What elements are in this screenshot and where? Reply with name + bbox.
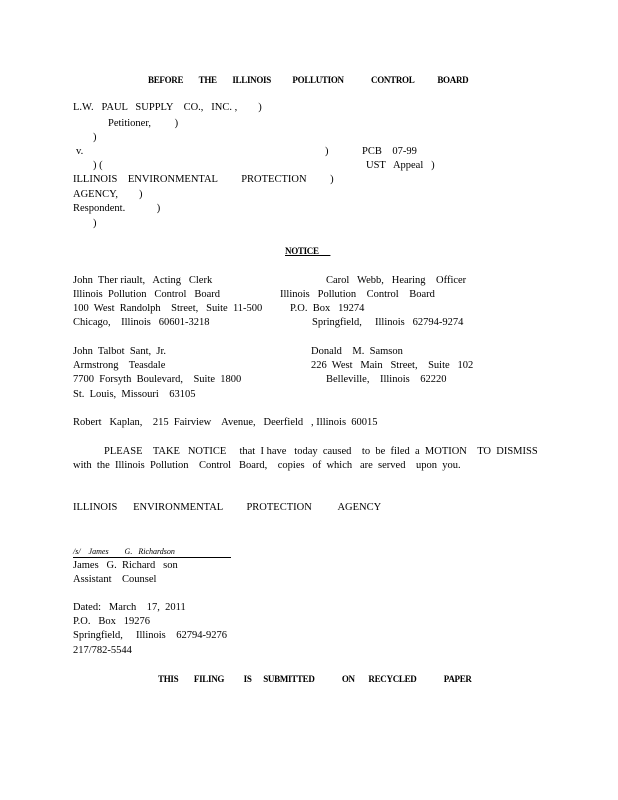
- signer-title: Assistant Counsel: [73, 574, 157, 585]
- respondent-agency: AGENCY, ): [73, 189, 143, 200]
- footer-notice: THIS FILING IS SUBMITTED ON RECYCLED PAPER: [158, 674, 472, 684]
- phone-number: 217/782-5544: [73, 645, 132, 656]
- recipient-2-name: Carol Webb, Hearing Officer: [326, 275, 467, 286]
- recipient-3-firm: Armstrong Teasdale: [73, 360, 166, 371]
- recipient-3-address: 7700 Forsyth Boulevard, Suite 1800: [73, 374, 242, 385]
- recipient-4-name: Donald M. Samson: [311, 346, 403, 357]
- signer-name: James G. Richard son: [73, 560, 178, 571]
- recipient-2-city: Springfield, Illinois 62794-9274: [312, 317, 464, 328]
- recipient-1-org: Illinois Pollution Control Board: [73, 289, 221, 300]
- notice-body-line-2: with the Illinois Pollution Control Board, copies of which are served upon you.: [73, 460, 461, 471]
- city-line: Springfield, Illinois 62794-9276: [73, 630, 227, 641]
- recipient-5-line: Robert Kaplan, 215 Fairview Avenue, Deerfield , Illinois 60015: [73, 417, 378, 428]
- recipient-1-city: Chicago, Illinois 60601-3218: [73, 317, 210, 328]
- recipient-4-address: 226 West Main Street, Suite 102: [311, 360, 474, 371]
- document-heading: BEFORE THE ILLINOIS POLLUTION CONTROL BOARD: [148, 75, 469, 85]
- petitioner-role: Petitioner, ): [108, 118, 179, 129]
- notice-title: NOTICE: [285, 246, 331, 256]
- recipient-2-org: Illinois Pollution Control Board: [280, 289, 435, 300]
- signature-line: [73, 557, 231, 558]
- caption-paren: ) (: [93, 160, 103, 171]
- caption-paren: ): [325, 146, 329, 157]
- recipient-1-address: 100 West Randolph Street, Suite 11-500: [73, 303, 263, 314]
- recipient-3-name: John Talbot Sant, Jr.: [73, 346, 166, 357]
- po-box: P.O. Box 19276: [73, 616, 151, 627]
- case-number: PCB 07-99: [362, 146, 417, 157]
- recipient-1-name: John Ther riault, Acting Clerk: [73, 275, 213, 286]
- agency-name: ILLINOIS ENVIRONMENTAL PROTECTION AGENCY: [73, 502, 382, 513]
- caption-paren: ): [93, 132, 97, 143]
- recipient-2-address: P.O. Box 19274: [290, 303, 365, 314]
- respondent-role: Respondent. ): [73, 203, 161, 214]
- notice-body-line-1: PLEASE TAKE NOTICE that I have today caused to be filed a MOTION TO DISMISS: [104, 446, 538, 457]
- recipient-4-city: Belleville, Illinois 62220: [326, 374, 447, 385]
- caption-versus: v.: [76, 146, 84, 157]
- signature: /s/ James G. Richardson: [73, 547, 175, 556]
- respondent-name: ILLINOIS ENVIRONMENTAL PROTECTION ): [73, 174, 334, 185]
- recipient-3-city: St. Louis, Missouri 63105: [73, 389, 196, 400]
- petitioner-name: L.W. PAUL SUPPLY CO., INC. , ): [73, 102, 262, 113]
- caption-paren: ): [93, 218, 97, 229]
- case-type: UST Appeal ): [366, 160, 435, 171]
- date-line: Dated: March 17, 2011: [73, 602, 186, 613]
